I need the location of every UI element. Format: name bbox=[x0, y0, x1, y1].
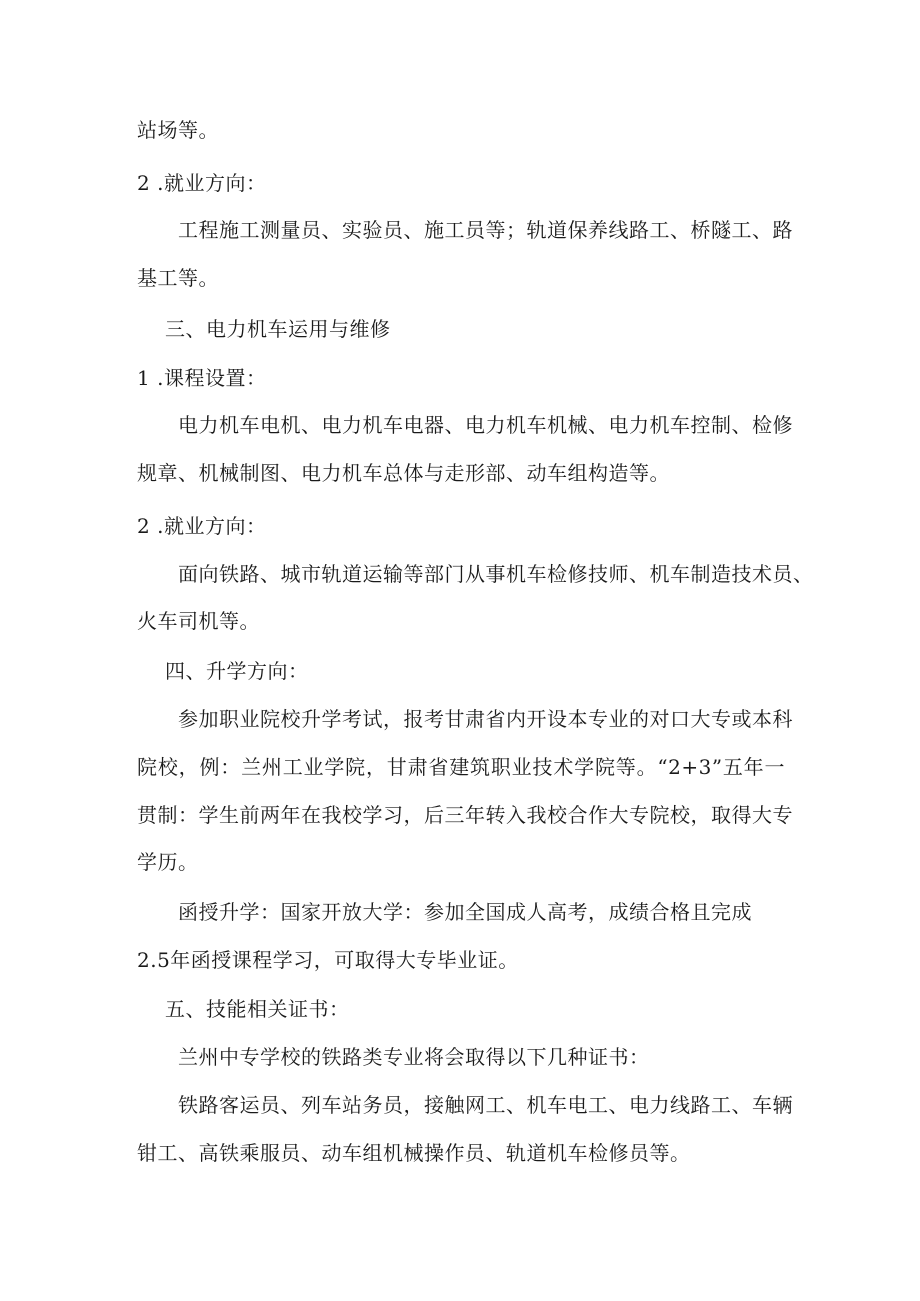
paragraph-line: 学历。 bbox=[137, 850, 199, 874]
paragraph-line: 参加职业院校升学考试，报考甘肃省内开设本专业的对口大专或本科 bbox=[178, 707, 793, 731]
paragraph-line: 基工等。 bbox=[137, 266, 219, 290]
paragraph-line: 规章、机械制图、电力机车总体与走形部、动车组构造等。 bbox=[137, 461, 670, 485]
section-heading: 五、技能相关证书： bbox=[165, 997, 350, 1021]
paragraph-line: 兰州中专学校的铁路类专业将会取得以下几种证书： bbox=[178, 1045, 650, 1069]
paragraph-line: 工程施工测量员、实验员、施工员等；轨道保养线路工、桥隧工、路 bbox=[178, 218, 793, 242]
subsection-heading: 2 .就业方向： bbox=[137, 171, 267, 195]
paragraph-line: 面向铁路、城市轨道运输等部门从事机车检修技师、机车制造技术员、 bbox=[178, 562, 814, 586]
section-heading: 三、电力机车运用与维修 bbox=[165, 317, 391, 341]
paragraph-line: 站场等。 bbox=[137, 118, 219, 142]
paragraph-line: 铁路客运员、列车站务员，接触网工、机车电工、电力线路工、车辆 bbox=[178, 1093, 793, 1117]
paragraph-line: 院校，例：兰州工业学院，甘肃省建筑职业技术学院等。“2+3”五年一 bbox=[137, 755, 785, 779]
paragraph-line: 火车司机等。 bbox=[137, 609, 260, 633]
paragraph-line: 电力机车电机、电力机车电器、电力机车机械、电力机车控制、检修 bbox=[178, 413, 793, 437]
paragraph-line: 贯制：学生前两年在我校学习，后三年转入我校合作大专院校，取得大专 bbox=[137, 803, 793, 827]
subsection-heading: 1 .课程设置： bbox=[137, 366, 267, 390]
paragraph-line: 2.5年函授课程学习，可取得大专毕业证。 bbox=[137, 948, 519, 972]
paragraph-line: 函授升学：国家开放大学：参加全国成人高考，成绩合格且完成 bbox=[178, 900, 752, 924]
paragraph-line: 钳工、高铁乘服员、动车组机械操作员、轨道机车检修员等。 bbox=[137, 1141, 691, 1165]
subsection-heading: 2 .就业方向： bbox=[137, 514, 267, 538]
section-heading: 四、升学方向： bbox=[165, 659, 309, 683]
